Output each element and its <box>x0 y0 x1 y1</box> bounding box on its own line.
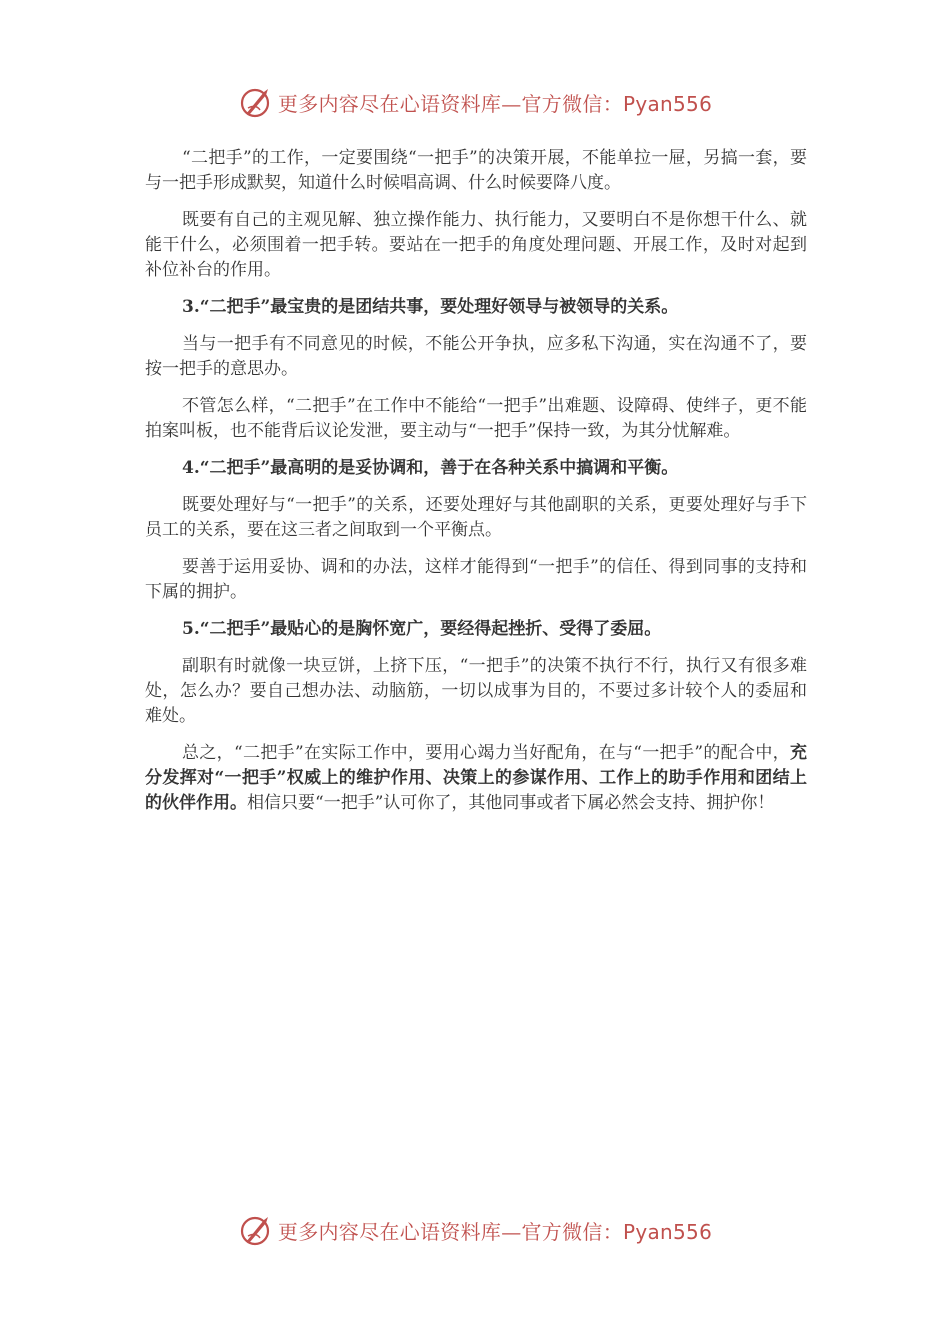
section-heading: 3.“二把手”最宝贵的是团结共事，要处理好领导与被领导的关系。 <box>182 297 679 317</box>
body-paragraph: 既要有自己的主观见解、独立操作能力、执行能力，又要明白不是你想干什么、就能干什么，必须围着一把手转。要站在一把手的角度处理问题、开展工作，及时对起到补位补台的作用。 <box>145 210 807 280</box>
footer-watermark <box>0 1210 950 1250</box>
section-heading: 4.“二把手”最高明的是妥协调和，善于在各种关系中搞调和平衡。 <box>182 458 679 478</box>
body-paragraph: 既要处理好与“一把手”的关系，还要处理好与其他副职的关系，更要处理好与手下员工的关系，要在这三者之间取到一个平衡点。 <box>145 495 807 540</box>
body-paragraph: 当与一把手有不同意见的时候，不能公开争执，应多私下沟通，实在沟通不了，要按一把手的意思办。 <box>145 334 807 379</box>
watermark-text: 更多内容尽在心语资料库—官方微信：Pyan556 <box>277 1219 713 1244</box>
section-heading: 5.“二把手”最贴心的是胸怀宽广，要经得起挫折、受得了委屈。 <box>182 619 662 639</box>
header-watermark <box>0 82 950 122</box>
quill-pen-logo-icon <box>238 84 274 120</box>
quill-pen-logo-icon <box>238 1212 274 1248</box>
body-paragraph: 要善于运用妥协、调和的办法，这样才能得到“一把手”的信任、得到同事的支持和下属的拥护。 <box>145 557 807 602</box>
body-paragraph: 不管怎么样，“二把手”在工作中不能给“一把手”出难题、设障碍、使绊子，更不能拍案叫板，也不能背后议论发泄，要主动与“一把手”保持一致，为其分忧解难。 <box>145 396 807 441</box>
conclusion-paragraph: 总之，“二把手”在实际工作中，要用心竭力当好配角，在与“一把手”的配合中，充分发挥对“一把手”权威上的维护作用、决策上的参谋作用、工作上的助手作用和团结上的伙伴作用。相信只要“一把手”认可你了，其他同事或者下属必然会支持、拥护你！ <box>145 743 807 813</box>
conclusion-emphasis: 充分发挥对“一把手”权威上的维护作用、决策上的参谋作用、工作上的助手作用和团结上的伙伴作用。 <box>145 743 807 813</box>
document-body <box>145 146 807 828</box>
body-paragraph: 副职有时就像一块豆饼，上挤下压，“一把手”的决策不执行不行，执行又有很多难处，怎么办？要自己想办法、动脑筋，一切以成事为目的，不要过多计较个人的委屈和难处。 <box>145 656 807 726</box>
watermark-text: 更多内容尽在心语资料库—官方微信：Pyan556 <box>277 91 713 116</box>
body-paragraph: “二把手”的工作，一定要围绕“一把手”的决策开展，不能单拉一屉，另搞一套，要与一把手形成默契，知道什么时候唱高调、什么时候要降八度。 <box>145 148 807 193</box>
